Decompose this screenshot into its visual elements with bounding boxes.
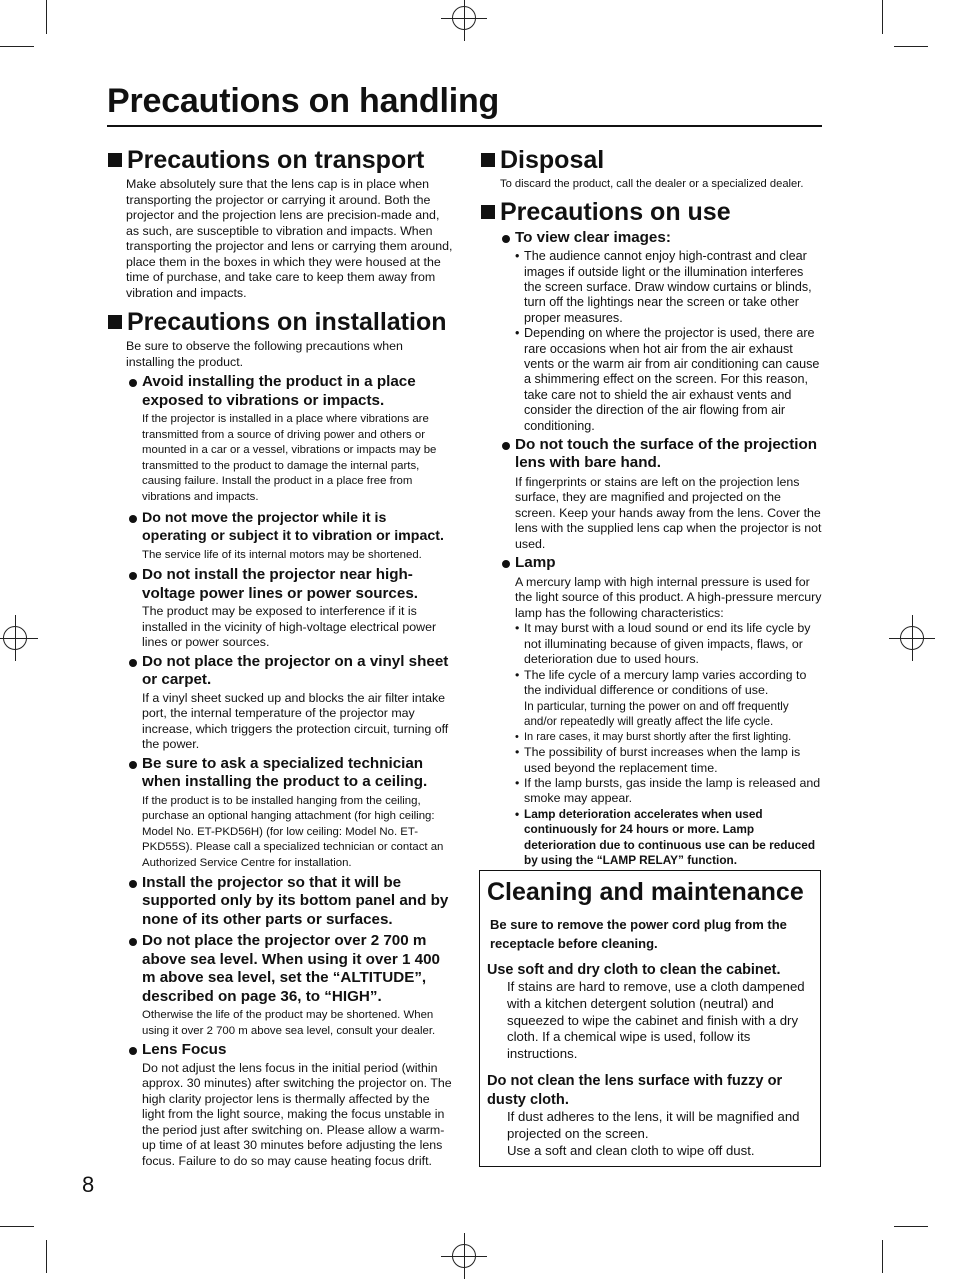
- square-bullet-icon: [108, 153, 122, 167]
- list-item: [127, 932, 453, 1039]
- crop-mark: [894, 1226, 928, 1227]
- sub-bullet: • Lamp deterioration accelerates when used continuously for 24 hours or more. Lamp deterioration due to continuous use can be reduced by using the “LAMP RELAY” function.: [515, 807, 823, 869]
- square-bullet-icon: [481, 205, 495, 219]
- list-item: [127, 509, 453, 564]
- lens-cleaning-tip: Use a soft and clean cloth to wipe off dust.: [507, 1142, 755, 1158]
- bullet-icon: [129, 1047, 137, 1055]
- crop-mark: [882, 1240, 883, 1273]
- sub-bullet: • If the lamp bursts, gas inside the lamp is released and smoke may appear.: [515, 776, 823, 807]
- square-bullet-icon: [108, 315, 122, 329]
- right-column: [481, 145, 823, 868]
- item-title: Do not place the projector over 2 700 m above sea level. When using it over 1 400 m above sea level, set the “ALTITUDE”, described on page 36, to “HIGH”.: [142, 932, 440, 1005]
- list-item: [127, 566, 453, 651]
- left-column: [108, 145, 453, 1169]
- crop-mark: [0, 46, 34, 47]
- item-title: Lens Focus: [142, 1041, 227, 1059]
- cabinet-body: If stains are hard to remove, use a cloth dampened with a kitchen detergent solution (neutral) and squeezed to wipe the cabinet and finish with a dry cloth. If a chemical wipe is used, follow its instructions.: [507, 979, 805, 1062]
- bullet-icon: [129, 659, 137, 667]
- sub-bullet-extra: In particular, turning the power on and off frequently and/or repeatedly will greatly affect the life cycle.: [524, 699, 789, 729]
- lens-cleaning-title: Do not clean the lens surface with fuzzy or dusty cloth.: [487, 1072, 783, 1108]
- registration-mark: [452, 6, 476, 30]
- page-number: 8: [82, 1172, 95, 1197]
- item-body: The service life of its internal motors may be shortened.: [142, 548, 422, 561]
- lamp-intro: A mercury lamp with high internal pressure is used for the light source of this product. A high-pressure mercury lamp has the following characteristics:: [515, 574, 822, 620]
- list-item: [127, 755, 453, 872]
- disposal-heading: Disposal: [481, 145, 823, 175]
- registration-mark: [3, 626, 27, 650]
- cleaning-box: [479, 870, 821, 1167]
- bullet-icon: [129, 379, 137, 387]
- bullet-icon: [502, 560, 510, 568]
- crop-mark: [0, 1226, 34, 1227]
- crop-mark: [46, 1240, 47, 1273]
- square-bullet-icon: [481, 153, 495, 167]
- bullet-icon: [129, 761, 137, 769]
- item-body: If fingerprints or stains are left on the projection lens surface, they are magnified and projected on the screen. Keep your hands away from the lens. Cover the lens with the supplied lens cap when the projector is not used.: [515, 474, 822, 551]
- sub-bullet: • The audience cannot enjoy high-contrast and clear images if outside light or the illumination interferes the screen surface. Draw window curtains or blinds, turn off the lightings near the screen or take other proper measures.: [515, 249, 823, 326]
- bullet-icon: [502, 442, 510, 450]
- title-divider: [107, 125, 822, 127]
- installation-intro: Be sure to observe the following precautions when installing the product.: [126, 339, 403, 369]
- registration-mark: [452, 1244, 476, 1268]
- sub-bullet: • The possibility of burst increases when the lamp is used beyond the replacement time.: [515, 745, 823, 776]
- item-title: Install the projector so that it will be supported only by its bottom panel and by none of its other parts or surfaces.: [142, 873, 449, 928]
- item-body: Otherwise the life of the product may be shortened. When using it over 2 700 m above sea level, consult your dealer.: [142, 1009, 436, 1037]
- sub-bullet: • In rare cases, it may burst shortly after the first lighting.: [515, 730, 823, 745]
- item-title: To view clear images:: [515, 228, 671, 246]
- installation-heading: Precautions on installation: [108, 307, 453, 337]
- item-title: Do not install the projector near high-voltage power lines or power sources.: [142, 566, 418, 602]
- cleaning-heading: Cleaning and maintenance: [487, 878, 804, 906]
- transport-text: Make absolutely sure that the lens cap is in place when transporting the projector or carrying it around. Both the projector and the projection lens are precision-made and, as such, are susceptible to vibration and impacts. When transporting the projector and lens or carrying them around, place them in the boxes in which they were housed at the time of purchase, and take care to keep them away from vibration and impacts.: [126, 177, 453, 300]
- use-heading: Precautions on use: [481, 197, 823, 227]
- use-list: [500, 229, 823, 869]
- item-title: Do not move the projector while it is operating or subject it to vibration or impact.: [142, 509, 444, 545]
- cleaning-warning: Be sure to remove the power cord plug from the receptacle before cleaning.: [490, 917, 787, 951]
- crop-mark: [882, 0, 883, 34]
- lens-cleaning-body: If dust adheres to the lens, it will be magnified and projected on the screen.: [507, 1109, 800, 1141]
- list-item: [127, 373, 453, 506]
- cabinet-title: Use soft and dry cloth to clean the cabinet.: [487, 962, 781, 978]
- bullet-icon: [502, 235, 510, 243]
- sub-bullet: • It may burst with a loud sound or end its life cycle by not illuminating because of given impacts, flaws, or deterioration due to used hours.: [515, 621, 823, 667]
- list-item: [500, 436, 823, 553]
- transport-heading: Precautions on transport: [108, 145, 453, 175]
- item-title: Do not place the projector on a vinyl sheet or carpet.: [142, 652, 449, 689]
- item-body: If the product is to be installed hanging from the ceiling, purchase an optional hanging attachment (for high ceiling: Model No. ET-PKD56H) (for low ceiling: Model No. ET-PKD55S). Please call a specialized technician or contact an Authorized Service Centre for installation.: [142, 794, 444, 870]
- list-item: [500, 229, 823, 434]
- item-body: If a vinyl sheet sucked up and blocks the air filter intake port, the internal temperature of the projector may increase, which triggers the protection circuit, turning off the power.: [142, 690, 449, 752]
- list-item: [500, 554, 823, 868]
- item-body: Do not adjust the lens focus in the initial period (within approx. 30 minutes) after switching the projector on. The high clarity projector lens is thermally affected by the light from the light source, making the focus unstable in the period just after switching on. Please allow a warm-up time of at least 30 minutes before adjusting the lens focus. Failure to do so may cause heating focus drift.: [142, 1060, 452, 1168]
- item-title: Avoid installing the product in a place exposed to vibrations or impacts.: [142, 373, 416, 409]
- sub-bullet: • The life cycle of a mercury lamp varies according to the individual difference or conditions of use.: [515, 668, 823, 699]
- installation-list: [127, 373, 453, 1169]
- crop-mark: [894, 46, 928, 47]
- bullet-icon: [129, 938, 137, 946]
- sub-bullet: • Depending on where the projector is used, there are rare occasions when hot air from the air exhaust vents or the warm air from air conditioning can cause a shimmering effect on the screen. For this reason, take care not to shield the air exhaust vents and consider the direction of the air flowing from air conditioning.: [515, 326, 823, 434]
- registration-mark: [900, 626, 924, 650]
- list-item: [127, 653, 453, 753]
- item-body: The product may be exposed to interference if it is installed in the vicinity of high-voltage electrical power lines or power sources.: [142, 604, 437, 650]
- bullet-icon: [129, 515, 137, 523]
- crop-mark: [46, 0, 47, 34]
- item-title: Do not touch the surface of the projection lens with bare hand.: [515, 435, 818, 472]
- page-title: Precautions on handling: [107, 82, 500, 120]
- item-body: If the projector is installed in a place where vibrations are transmitted from a source of driving power and others or mounted in a car or a vessel, vibrations or impacts may be transmitted to the product to damage the internal parts, causing failure. Install the product in a place free from vibrations and impacts.: [142, 413, 437, 503]
- bullet-icon: [129, 572, 137, 580]
- list-item: [127, 1041, 453, 1169]
- disposal-text: To discard the product, call the dealer or a specialized dealer.: [500, 178, 804, 190]
- item-title: Lamp: [515, 554, 556, 572]
- list-item: [127, 874, 453, 930]
- item-title: Be sure to ask a specialized technician when installing the product to a ceiling.: [142, 754, 428, 791]
- bullet-icon: [129, 880, 137, 888]
